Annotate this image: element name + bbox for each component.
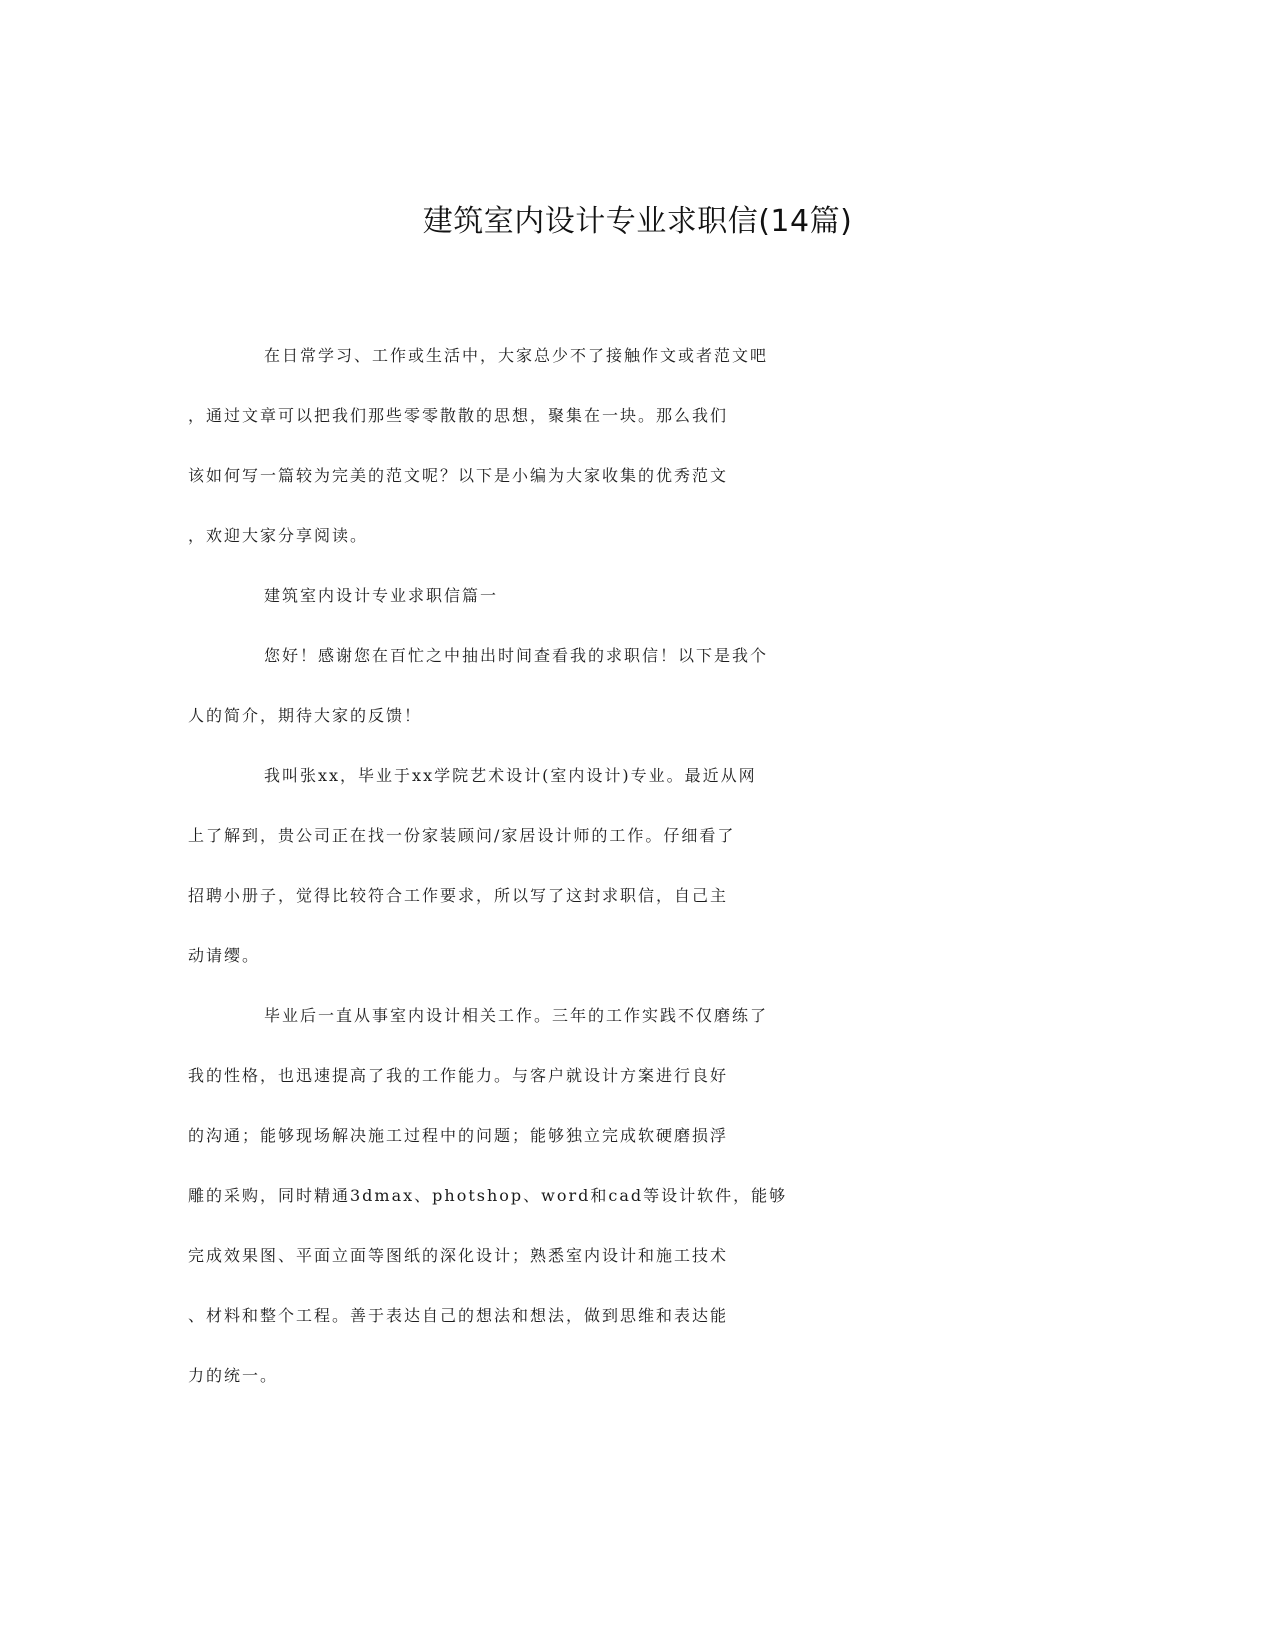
body-line: 在日常学习、工作或生活中，大家总少不了接触作文或者范文吧 [264, 346, 769, 365]
body-line: 建筑室内设计专业求职信篇一 [264, 586, 499, 605]
document-title: 建筑室内设计专业求职信(14篇) [422, 204, 853, 239]
body-line: 人的简介，期待大家的反馈！ [188, 706, 423, 725]
body-line: 动请缨。 [188, 946, 261, 965]
body-line: 完成效果图、平面立面等图纸的深化设计；熟悉室内设计和施工技术 [188, 1246, 729, 1265]
body-line: 雕的采购，同时精通3dmax、photshop、word和cad等设计软件，能够 [188, 1186, 788, 1205]
body-line: 您好！感谢您在百忙之中抽出时间查看我的求职信！以下是我个 [264, 646, 769, 665]
body-line: 、材料和整个工程。善于表达自己的想法和想法，做到思维和表达能 [188, 1306, 729, 1325]
body-line: 我的性格，也迅速提高了我的工作能力。与客户就设计方案进行良好 [188, 1066, 729, 1085]
body-line: 招聘小册子，觉得比较符合工作要求，所以写了这封求职信，自己主 [188, 886, 729, 905]
body-line: 毕业后一直从事室内设计相关工作。三年的工作实践不仅磨练了 [264, 1006, 769, 1025]
body-line: 上了解到，贵公司正在找一份家装顾问/家居设计师的工作。仔细看了 [188, 826, 736, 845]
body-line: ，通过文章可以把我们那些零零散散的思想，聚集在一块。那么我们 [188, 406, 729, 425]
document-body [188, 326, 1088, 1406]
body-line: 我叫张xx，毕业于xx学院艺术设计(室内设计)专业。最近从网 [264, 766, 757, 785]
body-line: 的沟通；能够现场解决施工过程中的问题；能够独立完成软硬磨损浮 [188, 1126, 729, 1145]
body-line: 该如何写一篇较为完美的范文呢？以下是小编为大家收集的优秀范文 [188, 466, 729, 485]
body-line: 力的统一。 [188, 1366, 279, 1385]
body-line: ，欢迎大家分享阅读。 [188, 526, 369, 545]
